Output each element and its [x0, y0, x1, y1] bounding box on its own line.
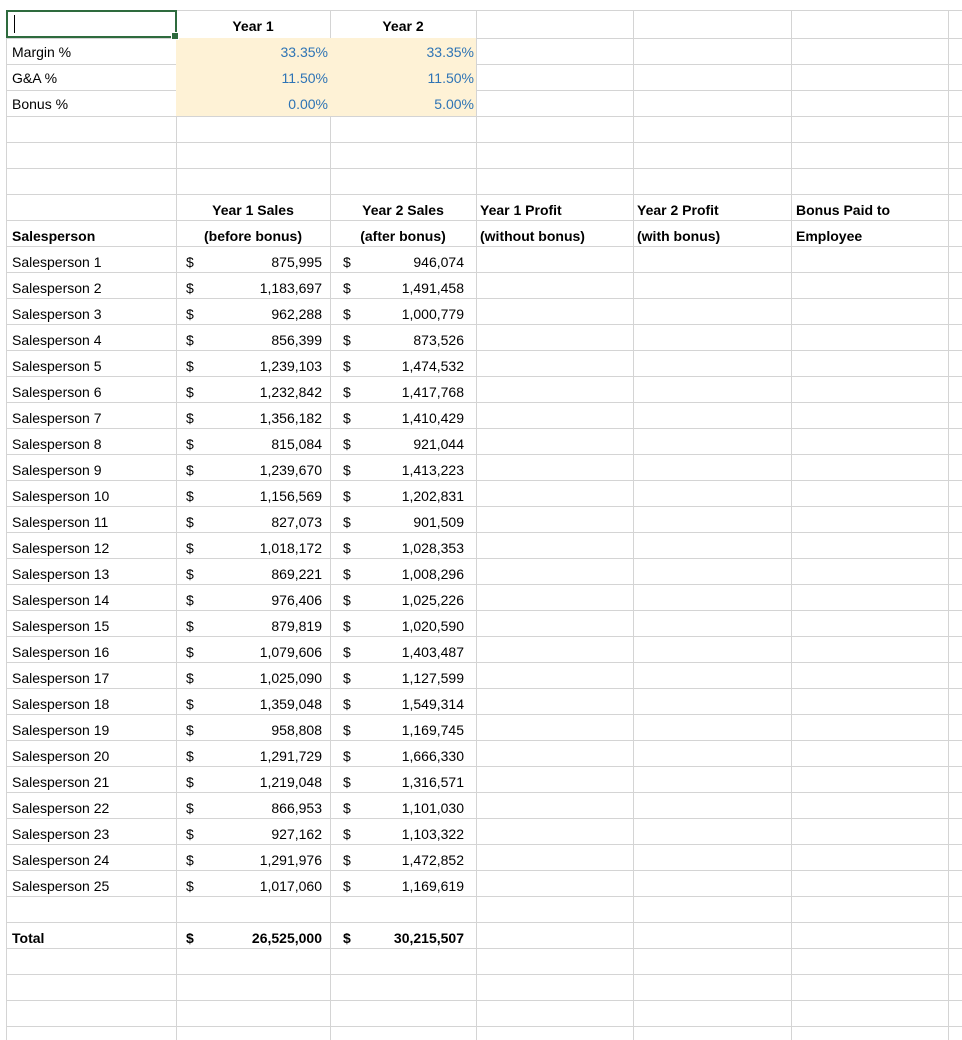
year1-sales-value[interactable]: 1,219,048: [259, 774, 322, 790]
year2-sales-value[interactable]: 1,413,223: [401, 462, 464, 478]
salesperson-name[interactable]: Salesperson 1: [12, 254, 102, 270]
year2-currency-symbol: $: [343, 774, 351, 790]
year1-currency-symbol: $: [186, 332, 194, 348]
year1-sales-value[interactable]: 815,084: [271, 436, 322, 452]
year1-sales-value[interactable]: 1,079,606: [259, 644, 322, 660]
year2-currency-symbol: $: [343, 878, 351, 894]
year2-sales-value[interactable]: 1,202,831: [401, 488, 464, 504]
total-label[interactable]: Total: [12, 930, 45, 946]
year1-sales-value[interactable]: 1,232,842: [259, 384, 322, 400]
year1-sales-value[interactable]: 869,221: [271, 566, 322, 582]
year1-currency-symbol: $: [186, 384, 194, 400]
header-year2-profit-sub[interactable]: (with bonus): [637, 228, 721, 244]
header-bonus-paid-sub[interactable]: Employee: [796, 228, 863, 244]
year2-currency-symbol: $: [343, 852, 351, 868]
salesperson-name[interactable]: Salesperson 12: [12, 540, 110, 556]
year2-sales-value[interactable]: 1,403,487: [401, 644, 464, 660]
assumption-label[interactable]: G&A %: [12, 70, 58, 86]
year2-sales-value[interactable]: 1,000,779: [401, 306, 464, 322]
total-y1-currency: $: [186, 930, 194, 946]
salesperson-name[interactable]: Salesperson 10: [12, 488, 110, 504]
salesperson-name[interactable]: Salesperson 17: [12, 670, 110, 686]
assumption-header-year1[interactable]: Year 1: [232, 18, 274, 34]
year2-currency-symbol: $: [343, 488, 351, 504]
header-year2-sales-sub[interactable]: (after bonus): [360, 228, 446, 244]
header-year1-profit[interactable]: Year 1 Profit: [480, 202, 562, 218]
year1-currency-symbol: $: [186, 540, 194, 556]
year2-currency-symbol: $: [343, 410, 351, 426]
year2-currency-symbol: $: [343, 566, 351, 582]
assumption-year2-value[interactable]: 33.35%: [426, 44, 474, 60]
assumption-label[interactable]: Bonus %: [12, 96, 69, 112]
year1-sales-value[interactable]: 875,995: [271, 254, 322, 270]
year1-currency-symbol: $: [186, 618, 194, 634]
year1-currency-symbol: $: [186, 852, 194, 868]
year1-currency-symbol: $: [186, 644, 194, 660]
year2-currency-symbol: $: [343, 462, 351, 478]
year1-currency-symbol: $: [186, 280, 194, 296]
header-year2-profit[interactable]: Year 2 Profit: [637, 202, 719, 218]
salesperson-name[interactable]: Salesperson 3: [12, 306, 102, 322]
year2-sales-value[interactable]: 1,020,590: [401, 618, 464, 634]
year1-currency-symbol: $: [186, 592, 194, 608]
assumption-header-year2[interactable]: Year 2: [382, 18, 424, 34]
year1-currency-symbol: $: [186, 306, 194, 322]
year2-sales-value[interactable]: 1,103,322: [401, 826, 464, 842]
year2-currency-symbol: $: [343, 592, 351, 608]
year2-sales-value[interactable]: 1,008,296: [401, 566, 464, 582]
salesperson-name[interactable]: Salesperson 7: [12, 410, 102, 426]
year2-sales-value[interactable]: 1,127,599: [401, 670, 464, 686]
year1-currency-symbol: $: [186, 410, 194, 426]
year1-currency-symbol: $: [186, 826, 194, 842]
year1-currency-symbol: $: [186, 878, 194, 894]
salesperson-name[interactable]: Salesperson 20: [12, 748, 110, 764]
year2-sales-value[interactable]: 1,472,852: [401, 852, 464, 868]
year1-sales-value[interactable]: 958,808: [271, 722, 322, 738]
header-year2-sales[interactable]: Year 2 Sales: [362, 202, 444, 218]
header-year1-sales[interactable]: Year 1 Sales: [212, 202, 294, 218]
year1-sales-value[interactable]: 879,819: [271, 618, 322, 634]
year1-sales-value[interactable]: 1,018,172: [259, 540, 322, 556]
year1-sales-value[interactable]: 1,291,729: [259, 748, 322, 764]
year2-currency-symbol: $: [343, 696, 351, 712]
assumption-year1-value[interactable]: 33.35%: [280, 44, 328, 60]
year2-currency-symbol: $: [343, 826, 351, 842]
year1-sales-value[interactable]: 1,025,090: [259, 670, 322, 686]
salesperson-name[interactable]: Salesperson 11: [12, 514, 109, 530]
year1-sales-value[interactable]: 1,156,569: [259, 488, 322, 504]
salesperson-name[interactable]: Salesperson 8: [12, 436, 102, 452]
year2-currency-symbol: $: [343, 748, 351, 764]
header-salesperson[interactable]: Salesperson: [12, 228, 96, 244]
year2-sales-value[interactable]: 1,491,458: [401, 280, 464, 296]
year1-currency-symbol: $: [186, 774, 194, 790]
salesperson-name[interactable]: Salesperson 2: [12, 280, 102, 296]
year2-sales-value[interactable]: 1,474,532: [401, 358, 464, 374]
year1-currency-symbol: $: [186, 358, 194, 374]
year1-currency-symbol: $: [186, 748, 194, 764]
year2-sales-value[interactable]: 1,169,745: [401, 722, 464, 738]
year1-sales-value[interactable]: 1,359,048: [259, 696, 322, 712]
year2-currency-symbol: $: [343, 358, 351, 374]
year1-sales-value[interactable]: 866,953: [271, 800, 322, 816]
salesperson-name[interactable]: Salesperson 14: [12, 592, 110, 608]
year2-currency-symbol: $: [343, 722, 351, 738]
salesperson-name[interactable]: Salesperson 24: [12, 852, 110, 868]
year1-sales-value[interactable]: 856,399: [271, 332, 322, 348]
year2-sales-value[interactable]: 1,417,768: [401, 384, 464, 400]
salesperson-name[interactable]: Salesperson 23: [12, 826, 110, 842]
salesperson-name[interactable]: Salesperson 22: [12, 800, 110, 816]
header-year1-profit-sub[interactable]: (without bonus): [480, 228, 585, 244]
salesperson-name[interactable]: Salesperson 9: [12, 462, 102, 478]
year1-sales-value[interactable]: 1,356,182: [259, 410, 322, 426]
text-cursor: [14, 15, 15, 33]
year2-sales-value[interactable]: 873,526: [413, 332, 464, 348]
year1-sales-value[interactable]: 976,406: [271, 592, 322, 608]
salesperson-name[interactable]: Salesperson 21: [12, 774, 110, 790]
year2-currency-symbol: $: [343, 644, 351, 660]
year2-sales-value[interactable]: 1,316,571: [401, 774, 464, 790]
salesperson-name[interactable]: Salesperson 19: [12, 722, 110, 738]
year2-sales-value[interactable]: 1,101,030: [401, 800, 464, 816]
year1-currency-symbol: $: [186, 670, 194, 686]
year2-sales-value[interactable]: 1,666,330: [401, 748, 464, 764]
year2-currency-symbol: $: [343, 384, 351, 400]
year2-sales-value[interactable]: 1,028,353: [401, 540, 464, 556]
year1-currency-symbol: $: [186, 566, 194, 582]
year2-sales-value[interactable]: 1,025,226: [401, 592, 464, 608]
salesperson-name[interactable]: Salesperson 5: [12, 358, 102, 374]
year1-currency-symbol: $: [186, 722, 194, 738]
year1-sales-value[interactable]: 1,291,976: [259, 852, 322, 868]
assumption-year2-value[interactable]: 11.50%: [427, 70, 474, 86]
year2-sales-value[interactable]: 946,074: [413, 254, 464, 270]
year1-sales-value[interactable]: 1,017,060: [259, 878, 322, 894]
year2-currency-symbol: $: [343, 540, 351, 556]
salesperson-name[interactable]: Salesperson 16: [12, 644, 110, 660]
year1-sales-value[interactable]: 827,073: [271, 514, 322, 530]
year1-sales-value[interactable]: 1,239,103: [259, 358, 322, 374]
assumption-label[interactable]: Margin %: [12, 44, 72, 60]
year2-currency-symbol: $: [343, 436, 351, 452]
year2-currency-symbol: $: [343, 332, 351, 348]
year1-sales-value[interactable]: 1,239,670: [259, 462, 322, 478]
year1-currency-symbol: $: [186, 462, 194, 478]
salesperson-name[interactable]: Salesperson 15: [12, 618, 110, 634]
year1-currency-symbol: $: [186, 514, 194, 530]
year1-currency-symbol: $: [186, 696, 194, 712]
assumption-year1-value[interactable]: 0.00%: [288, 96, 328, 112]
year1-sales-value[interactable]: 927,162: [271, 826, 322, 842]
total-y2-sales[interactable]: 30,215,507: [393, 930, 464, 946]
salesperson-name[interactable]: Salesperson 13: [12, 566, 110, 582]
year1-currency-symbol: $: [186, 800, 194, 816]
salesperson-name[interactable]: Salesperson 6: [12, 384, 102, 400]
header-bonus-paid[interactable]: Bonus Paid to: [796, 202, 891, 218]
year1-currency-symbol: $: [186, 436, 194, 452]
year1-sales-value[interactable]: 962,288: [271, 306, 322, 322]
total-y1-sales[interactable]: 26,525,000: [251, 930, 322, 946]
total-y2-currency: $: [343, 930, 351, 946]
assumption-year1-value[interactable]: 11.50%: [281, 70, 328, 86]
year2-sales-value[interactable]: 901,509: [413, 514, 464, 530]
year1-sales-value[interactable]: 1,183,697: [259, 280, 322, 296]
year2-currency-symbol: $: [343, 800, 351, 816]
year1-currency-symbol: $: [186, 254, 194, 270]
salesperson-name[interactable]: Salesperson 4: [12, 332, 102, 348]
year2-currency-symbol: $: [343, 254, 351, 270]
year1-currency-symbol: $: [186, 488, 194, 504]
assumption-year2-value[interactable]: 5.00%: [434, 96, 474, 112]
year2-sales-value[interactable]: 1,410,429: [401, 410, 464, 426]
year2-currency-symbol: $: [343, 670, 351, 686]
year2-sales-value[interactable]: 1,169,619: [401, 878, 464, 894]
year2-currency-symbol: $: [343, 514, 351, 530]
year2-currency-symbol: $: [343, 618, 351, 634]
year2-currency-symbol: $: [343, 280, 351, 296]
year2-currency-symbol: $: [343, 306, 351, 322]
salesperson-name[interactable]: Salesperson 18: [12, 696, 110, 712]
year2-sales-value[interactable]: 1,549,314: [401, 696, 464, 712]
selected-cell-editor[interactable]: [6, 10, 177, 38]
salesperson-name[interactable]: Salesperson 25: [12, 878, 110, 894]
header-year1-sales-sub[interactable]: (before bonus): [204, 228, 302, 244]
year2-sales-value[interactable]: 921,044: [413, 436, 464, 452]
